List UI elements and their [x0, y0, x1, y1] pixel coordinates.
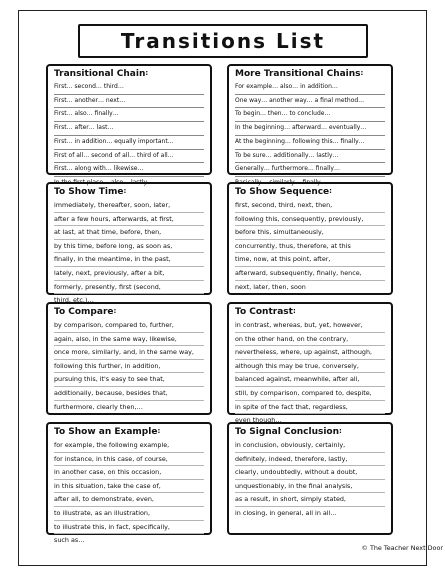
- box-line: First… also… finally…: [54, 108, 204, 122]
- box-line: third, etc.)…: [54, 296, 94, 305]
- box-to-show-time: [46, 182, 212, 305]
- box-line: after all, to demonstrate, even,: [54, 493, 204, 507]
- box-line: once more, similarly, and, in the same way,: [54, 346, 204, 360]
- box-line: For example… also… in addition…: [235, 81, 385, 95]
- box-line: Generally… furthermore… finally…: [235, 163, 385, 177]
- box-line: First… second… third…: [54, 81, 204, 95]
- box-line: Basically… similarly… finally…: [235, 178, 327, 186]
- box-line: First… after… last…: [54, 122, 204, 136]
- box-line: to illustrate this, in fact, specifically,: [54, 521, 204, 535]
- box-line: First… along with… likewise…: [54, 163, 204, 177]
- box-line: balanced against, meanwhile, after all,: [235, 373, 385, 387]
- box-line: pursuing this, it's easy to see that,: [54, 373, 204, 387]
- box-line: afterward, subsequently, finally, hence,: [235, 267, 385, 281]
- box-line: First… in addition… equally important…: [54, 136, 204, 150]
- box-line: by comparison, compared to, further,: [54, 319, 204, 333]
- box-title: To Show Time:: [54, 187, 127, 197]
- box-title: To Contrast:: [235, 307, 296, 317]
- box-to-compare: [46, 302, 212, 415]
- box-line: furthermore, clearly then,…: [54, 402, 143, 411]
- box-more-transitional-chains: [227, 64, 393, 186]
- box-line: by this time, before long, as soon as,: [54, 240, 204, 254]
- box-line: next, later, then, soon: [235, 282, 306, 291]
- box-line: following this, consequently, previously,: [235, 213, 385, 227]
- box-to-contrast: [227, 302, 393, 425]
- box-line: in closing, in general, all in all…: [235, 508, 337, 517]
- box-line: First… another… next…: [54, 95, 204, 109]
- box-title: To Compare:: [54, 307, 117, 317]
- box-line: unquestionably, in the final analysis,: [235, 480, 385, 494]
- box-line: before this, simultaneously,: [235, 226, 385, 240]
- box-title: More Transitional Chains:: [235, 69, 364, 79]
- box-line: although this may be true, conversely,: [235, 360, 385, 374]
- box-to-signal-conclusion: [227, 422, 393, 535]
- box-line: in this situation, take the case of,: [54, 480, 204, 494]
- box-line: finally, in the meantime, in the past,: [54, 253, 204, 267]
- box-line: such as…: [54, 536, 85, 545]
- box-line: after a few hours, afterwards, at first,: [54, 213, 204, 227]
- box-to-show-sequence: [227, 182, 393, 295]
- box-line: formerly, presently, first (second,: [54, 281, 204, 295]
- box-title: To Show an Example:: [54, 427, 161, 437]
- box-line: To be sure… additionally… lastly…: [235, 150, 385, 164]
- box-line: as a result, in short, simply stated,: [235, 493, 385, 507]
- box-transitional-chain: [46, 64, 212, 186]
- box-line: nevertheless, where, up against, although,: [235, 346, 385, 360]
- box-line: in conclusion, obviously, certainly,: [235, 439, 385, 453]
- box-line: for instance, in this case, of course,: [54, 453, 204, 467]
- box-line: In the first place… also… lastly…: [54, 178, 154, 186]
- box-line: even though…: [235, 416, 282, 425]
- box-line: At the beginning… following this… finally…: [235, 136, 385, 150]
- copyright-credit: © The Teacher Next Door: [361, 544, 443, 552]
- box-line: at last, at that time, before, then,: [54, 226, 204, 240]
- box-line: following this further, in addition,: [54, 360, 204, 374]
- box-line: First of all… second of all… third of all…: [54, 150, 204, 164]
- box-title: Transitional Chain:: [54, 69, 149, 79]
- box-line: concurrently, thus, therefore, at this: [235, 240, 385, 254]
- box-line: in contrast, whereas, but, yet, however,: [235, 319, 385, 333]
- box-title: To Show Sequence:: [235, 187, 332, 197]
- box-line: To begin… then… to conclude…: [235, 108, 385, 122]
- box-line: definitely, indeed, therefore, lastly,: [235, 453, 385, 467]
- page-title: Transitions List: [78, 24, 368, 58]
- box-line: One way… another way… a final method…: [235, 95, 385, 109]
- box-line: lately, next, previously, after a bit,: [54, 267, 204, 281]
- box-line: immediately, thereafter, soon, later,: [54, 199, 204, 213]
- box-line: to illustrate, as an illustration,: [54, 507, 204, 521]
- box-line: In the beginning… afterward… eventually…: [235, 122, 385, 136]
- box-line: additionally, because, besides that,: [54, 387, 204, 401]
- box-line: time, now, at this point, after,: [235, 253, 385, 267]
- box-line: again, also, in the same way, likewise,: [54, 333, 204, 347]
- box-line: in spite of the fact that, regardless,: [235, 401, 385, 415]
- box-line: first, second, third, next, then,: [235, 199, 385, 213]
- box-title: To Signal Conclusion:: [235, 427, 342, 437]
- box-line: on the other hand, on the contrary,: [235, 333, 385, 347]
- box-line: in another case, on this occasion,: [54, 466, 204, 480]
- box-line: for example, the following example,: [54, 439, 204, 453]
- box-line: still, by comparison, compared to, despite,: [235, 387, 385, 401]
- box-line: clearly, undoubtedly, without a doubt,: [235, 466, 385, 480]
- box-to-show-an-example: [46, 422, 212, 545]
